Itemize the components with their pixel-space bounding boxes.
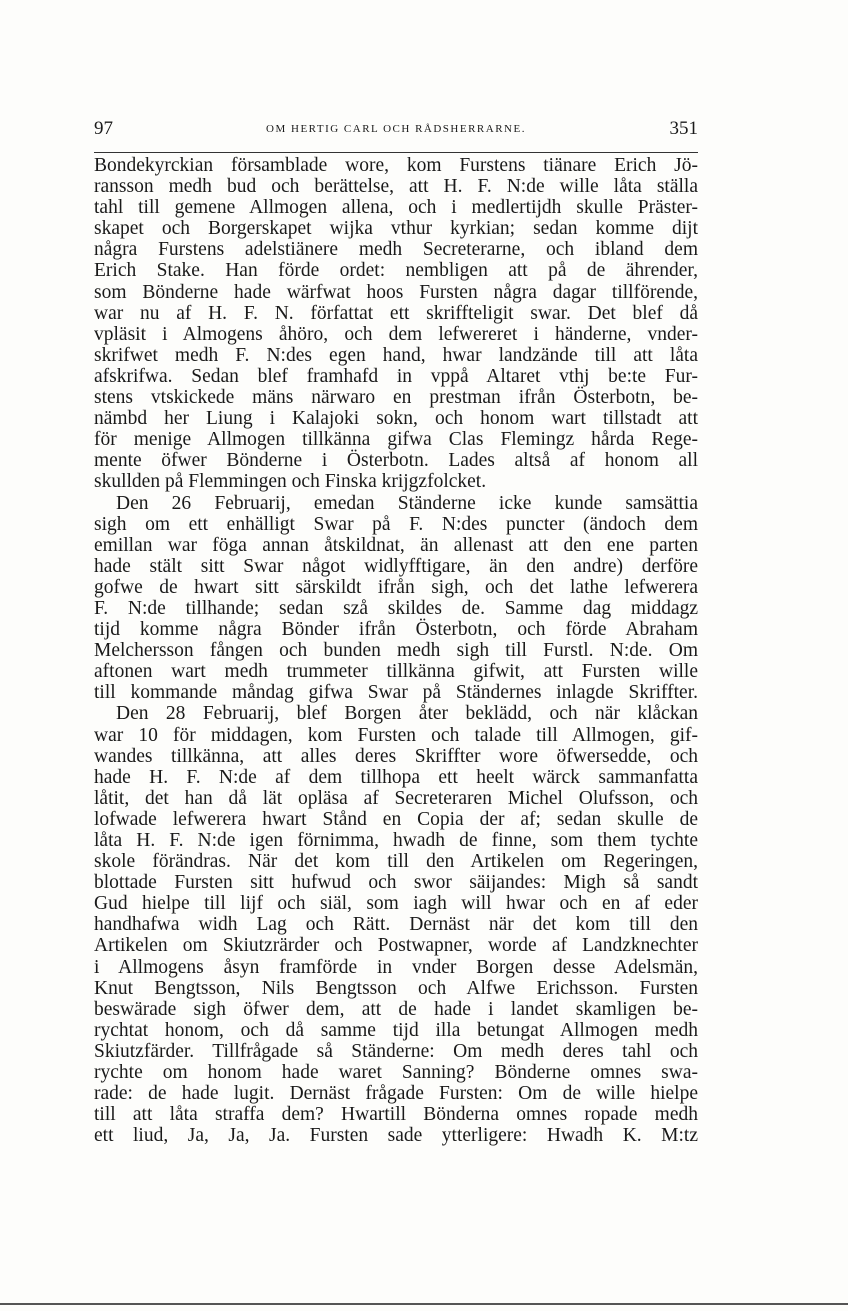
text-line: mente öfwer Bönderne i Österbotn. Lades altså af honom all (94, 450, 698, 472)
text-line: till kommande måndag gifwa Swar på Ständernes inlagde Skriffter. (94, 682, 698, 704)
text-line: war nu af H. F. N. författat ett skriffteligit swar. Det blef då (94, 302, 698, 324)
page-body (94, 155, 698, 1146)
text-line: låtit, det han då lät opläsa af Secreteraren Michel Olufsson, och (94, 787, 698, 809)
text-line: nämbd her Liung i Kalajoki sokn, och honom wart tillstadt att (94, 408, 698, 430)
text-line: rade: de hade lugit. Dernäst frågade Fursten: Om de wille hielpe (94, 1083, 698, 1105)
text-line: ransson medh bud och berättelse, att H. F. N:de wille låta ställa (94, 176, 698, 198)
text-line: Skiutzfärder. Tillfrågade så Ständerne: Om medh deres tahl och (94, 1040, 698, 1062)
text-line: war 10 för middagen, kom Fursten och talade till Allmogen, gif- (94, 724, 698, 746)
header-rule (94, 152, 698, 153)
text-line: skullden på Flemmingen och Finska krijgzfolcket. (94, 471, 487, 493)
text-line: ett liud, Ja, Ja, Ja. Fursten sade ytterligere: Hwadh K. M:tz (94, 1125, 698, 1147)
text-line: för menige Allmogen tillkänna gifwa Clas Flemingz hårda Rege- (94, 429, 698, 451)
text-line: afskrifwa. Sedan blef framhafd in vppå Altaret vthj be:te Fur- (94, 365, 698, 387)
text-line: lofwade lefwerera hwart Stånd en Copia der af; sedan skulle de (94, 808, 698, 830)
text-line: Artikelen om Skiutzrärder och Postwapner, worde af Landzknechter (94, 935, 698, 957)
paragraph-start-line: Den 26 Februarij, emedan Ständerne icke kunde samsättia (116, 492, 698, 514)
text-line: F. N:de tillhande; sedan szå skildes de. Samme dag middagz (94, 597, 698, 619)
text-line: i Allmogens åsyn framförde in vnder Borgen desse Adelsmän, (94, 956, 698, 978)
text-line: låta H. F. N:de igen förnimma, hwadh de finne, som them tychte (94, 830, 698, 851)
text-line: skole förändras. När det kom till den Artikelen om Regeringen, (94, 851, 698, 873)
paragraph-start-line: Den 28 Februarij, blef Borgen åter beklädd, och när klåckan (116, 703, 698, 725)
text-line: rychtat honom, och då samme tijd illa betungat Allmogen medh (94, 1019, 698, 1041)
text-line: hade stält sitt Swar något widlyfftigare, än den andre) derföre (94, 555, 698, 577)
text-line: till att låta straffa dem? Hwartill Bönderna omnes ropade medh (94, 1104, 698, 1126)
text-line: handhafwa widh Lag och Rätt. Dernäst när det kom till den (94, 914, 698, 936)
text-line: wandes tillkänna, att alles deres Skriffter wore öfwersedde, och (94, 745, 698, 767)
text-line: vpläsit i Almogens åhöro, och dem lefwereret i händerne, vnder- (94, 323, 698, 345)
text-line: Melchersson fången och bunden medh sigh till Furstl. N:de. Om (94, 640, 698, 662)
text-line: Gud hielpe till lijf och siäl, som iagh will hwar och en af eder (94, 893, 698, 915)
text-line: rychte om honom hade waret Sanning? Bönderne omnes swa- (94, 1062, 698, 1084)
page-number-left: 97 (94, 118, 113, 139)
text-line: hade H. F. N:de af dem tillhopa ett heelt wärck sammanfatta (94, 766, 698, 788)
scan-edge-line (0, 1303, 848, 1305)
text-line: Bondekyrckian församblade wore, kom Furstens tiänare Erich Jö- (94, 155, 698, 176)
running-title: OM HERTIG CARL OCH RÅDSHERRARNE. (266, 123, 526, 135)
text-line: emillan war föga annan åtskildnat, än allenast att den ene parten (94, 534, 698, 556)
text-line: som Bönderne hade wärfwat hoos Fursten några dagar tillförende, (94, 281, 698, 303)
text-line: tahl till gemene Allmogen allena, och i medlertijdh skulle Präster- (94, 197, 698, 219)
text-line: tijd komme några Bönder ifrån Österbotn, och förde Abraham (94, 619, 698, 641)
text-line: aftonen wart medh trummeter tillkänna gifwit, att Fursten wille (94, 661, 698, 683)
text-line: Knut Bengtsson, Nils Bengtsson och Alfwe Erichsson. Fursten (94, 977, 698, 999)
text-line: beswärade sigh öfwer dem, att de hade i landet skamligen be- (94, 998, 698, 1020)
page-number-right: 351 (669, 118, 698, 139)
text-line: Erich Stake. Han förde ordet: nembligen att på de ährender, (94, 260, 698, 282)
text-line: skapet och Borgerskapet wijka vthur kyrkian; sedan komme dijt (94, 218, 698, 240)
text-line: sigh om ett enhälligt Swar på F. N:des puncter (ändoch dem (94, 513, 698, 535)
text-line: gofwe de hwart sitt särskildt ifrån sigh, och det lathe lefwerera (94, 576, 698, 598)
text-line: skrifwet medh F. N:des egen hand, hwar landzände till att låta (94, 344, 698, 366)
running-header (94, 118, 698, 144)
text-line: stens vtskickede mäns närwaro en prestman ifrån Österbotn, be- (94, 387, 698, 409)
text-line: några Furstens adelstiänere medh Secreterarne, och ibland dem (94, 239, 698, 261)
text-line: blottade Fursten sitt hufwud och swor säijandes: Migh så sandt (94, 872, 698, 894)
